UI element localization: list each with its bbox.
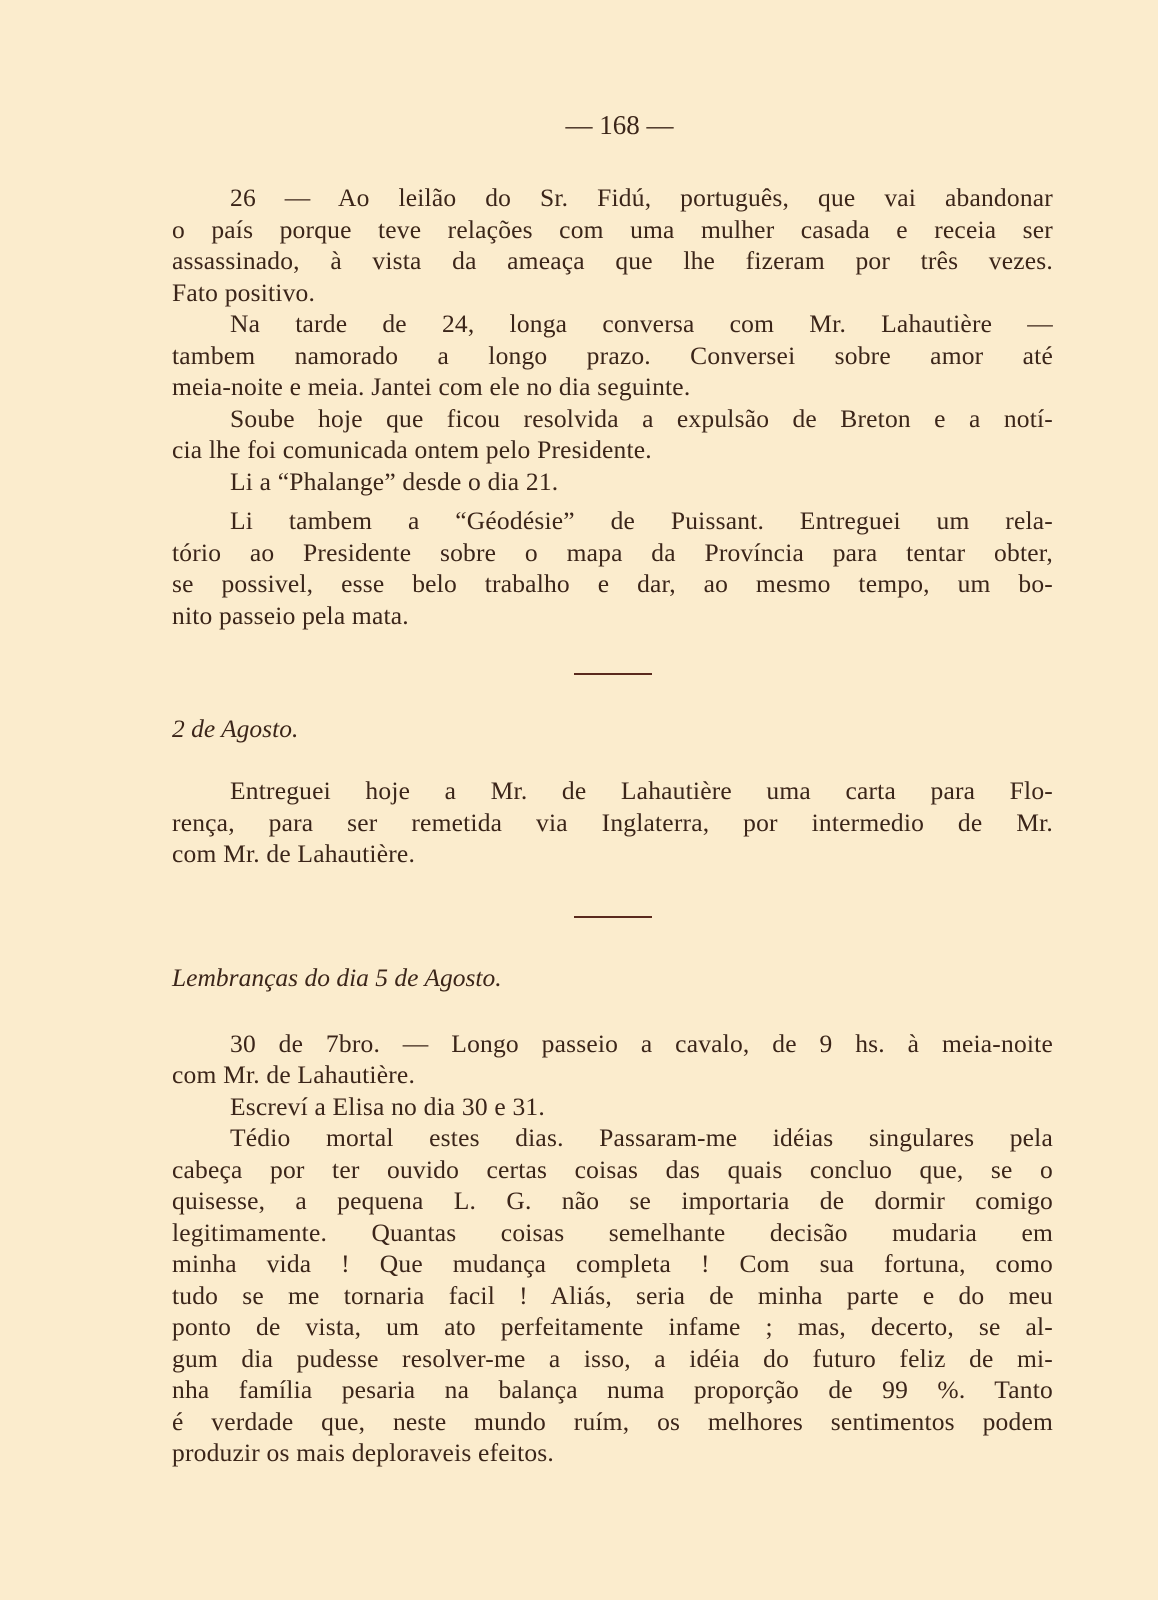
text-line: Entreguei hoje a Mr. de Lahautière uma carta para Flo- xyxy=(230,776,1053,805)
text-line: o país porque teve relações com uma mulher casada e receia ser xyxy=(172,214,1053,244)
section-heading-2-agosto: 2 de Agosto. xyxy=(172,714,299,743)
paragraph-phalange xyxy=(172,466,1053,498)
text-line: legitimamente. Quantas coisas semelhante decisão mudaria em xyxy=(172,1217,1053,1247)
text-line: quisesse, a pequena L. G. não se importaria de dormir comigo xyxy=(172,1186,1053,1215)
text-line: rença, para ser remetida via Inglaterra, por intermedio de Mr. xyxy=(172,807,1053,837)
text-line: Tédio mortal estes dias. Passaram-me idéias singulares pela xyxy=(230,1123,1053,1152)
paragraph-expulsao-breton xyxy=(172,403,1053,466)
text-line: minha vida ! Que mudança completa ! Com sua fortuna, como xyxy=(172,1249,1053,1278)
text-line: 30 de 7bro. — Longo passeio a cavalo, de 9 hs. à meia-noite xyxy=(230,1028,1053,1058)
paragraph-passeio-cavalo xyxy=(172,1028,1053,1091)
text-line: 26 — Ao leilão do Sr. Fidú, português, que vai abandonar xyxy=(230,183,1053,212)
section-divider xyxy=(574,673,652,675)
text-line: cia lhe foi comunicada ontem pelo Presidente. xyxy=(172,435,652,464)
page-number: — 168 — xyxy=(565,110,674,140)
paragraph-geodesie xyxy=(172,505,1053,631)
text-line: Soube hoje que ficou resolvida a expulsão de Breton e a notí- xyxy=(230,403,1053,433)
text-line: assassinado, à vista da ameaça que lhe fizeram por três vezes. xyxy=(172,246,1053,275)
text-line: gum dia pudesse resolver-me a isso, a idéia do futuro feliz de mi- xyxy=(172,1343,1053,1373)
text-line: ponto de vista, um ato perfeitamente infame ; mas, decerto, se al- xyxy=(172,1312,1053,1341)
text-line: tório ao Presidente sobre o mapa da Província para tentar obter, xyxy=(172,537,1053,567)
text-line: tambem namorado a longo prazo. Conversei sobre amor até xyxy=(172,340,1053,370)
paragraph-escrevi-elisa xyxy=(172,1091,1053,1123)
text-line: produzir os mais deploraveis efeitos. xyxy=(172,1438,555,1467)
text-line: Na tarde de 24, longa conversa com Mr. Lahautière — xyxy=(230,309,1053,338)
text-line: meia-noite e meia. Jantei com ele no dia seguinte. xyxy=(172,372,691,401)
text-line: Escreví a Elisa no dia 30 e 31. xyxy=(230,1091,545,1121)
text-line: cabeça por ter ouvido certas coisas das quais concluo que, se o xyxy=(172,1154,1053,1184)
paragraph-carta-florenca xyxy=(172,775,1053,870)
paragraph-leilao-fidu xyxy=(172,182,1053,308)
text-line: nito passeio pela mata. xyxy=(172,600,409,630)
text-line: Li a “Phalange” desde o dia 21. xyxy=(230,466,559,496)
text-line: Fato positivo. xyxy=(172,277,316,307)
text-line: nha família pesaria na balança numa proporção de 99 %. Tanto xyxy=(172,1375,1053,1404)
section-divider xyxy=(574,916,652,918)
text-line: Li tambem a “Géodésie” de Puissant. Entreguei um rela- xyxy=(230,506,1053,535)
text-line: com Mr. de Lahautière. xyxy=(172,1060,416,1089)
text-line: com Mr. de Lahautière. xyxy=(172,839,416,868)
text-line: se possivel, esse belo trabalho e dar, ao mesmo tempo, um bo- xyxy=(172,569,1053,598)
text-line: é verdade que, neste mundo ruím, os melhores sentimentos podem xyxy=(172,1406,1053,1436)
section-heading-lembrancas-5-agosto: Lembranças do dia 5 de Agosto. xyxy=(172,962,502,992)
text-line: tudo se me tornaria facil ! Aliás, seria de minha parte e do meu xyxy=(172,1280,1053,1310)
paragraph-tedio-mortal xyxy=(172,1122,1053,1469)
book-page xyxy=(172,108,1053,1469)
paragraph-conversa-lahautiere xyxy=(172,308,1053,403)
